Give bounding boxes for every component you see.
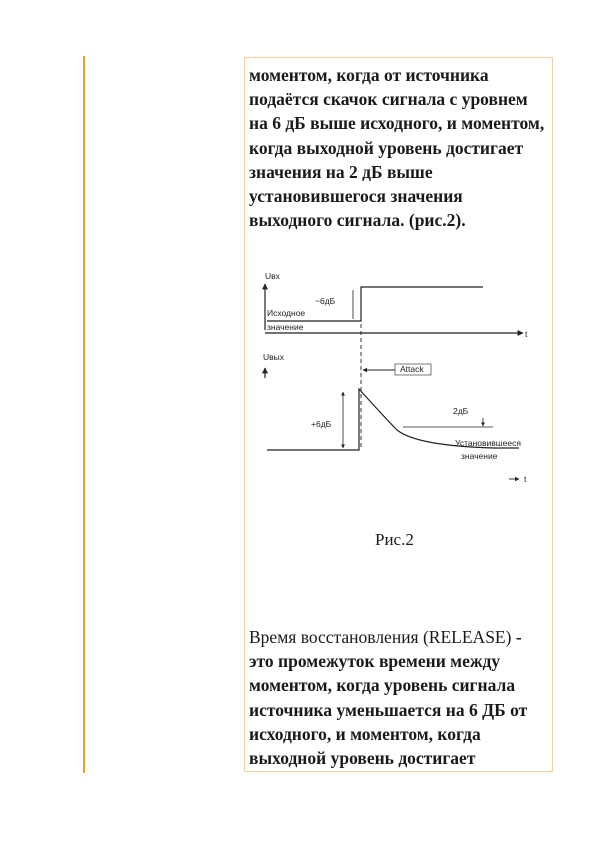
plus-six-db-label: +6дБ xyxy=(311,419,332,429)
t-label-bottom: t xyxy=(524,474,527,484)
six-db-label: ~6дБ xyxy=(315,296,336,306)
paragraph-release-definition xyxy=(249,625,549,770)
u-out-label: Uвых xyxy=(263,352,285,362)
left-margin-rule xyxy=(83,56,85,773)
release-definition-text: - это промежуток времени между моментом, когда уровень сигнала источника уменьшается на 6 ДБ от исходного, и моментом, когда выходной уровень достигает xyxy=(249,627,528,769)
t-label-top: t xyxy=(525,329,528,339)
attack-label: Attack xyxy=(400,364,424,374)
u-in-label: Uвх xyxy=(265,271,280,281)
release-term: Время восстановления xyxy=(249,627,419,647)
figure-2-diagram xyxy=(255,268,545,493)
figure-caption: Рис.2 xyxy=(375,530,414,549)
figure-2-svg xyxy=(255,268,545,493)
initial-value-label-2: значение xyxy=(267,322,304,332)
initial-value-label-1: Исходное xyxy=(267,308,306,318)
steady-value-label-1: Установившееся xyxy=(455,438,521,448)
release-english-term: (RELEASE) xyxy=(418,627,512,647)
two-db-label: 2дБ xyxy=(453,406,469,416)
paragraph-attack-definition: моментом, когда от источника подаётся скачок сигнала с уровнем на 6 дБ выше исходного, и моментом, когда выходной уровень достигает значения на 2 дБ выше установившегося значения выходного сигнала. (рис.2). xyxy=(249,65,545,231)
steady-value-label-2: значение xyxy=(461,451,498,461)
